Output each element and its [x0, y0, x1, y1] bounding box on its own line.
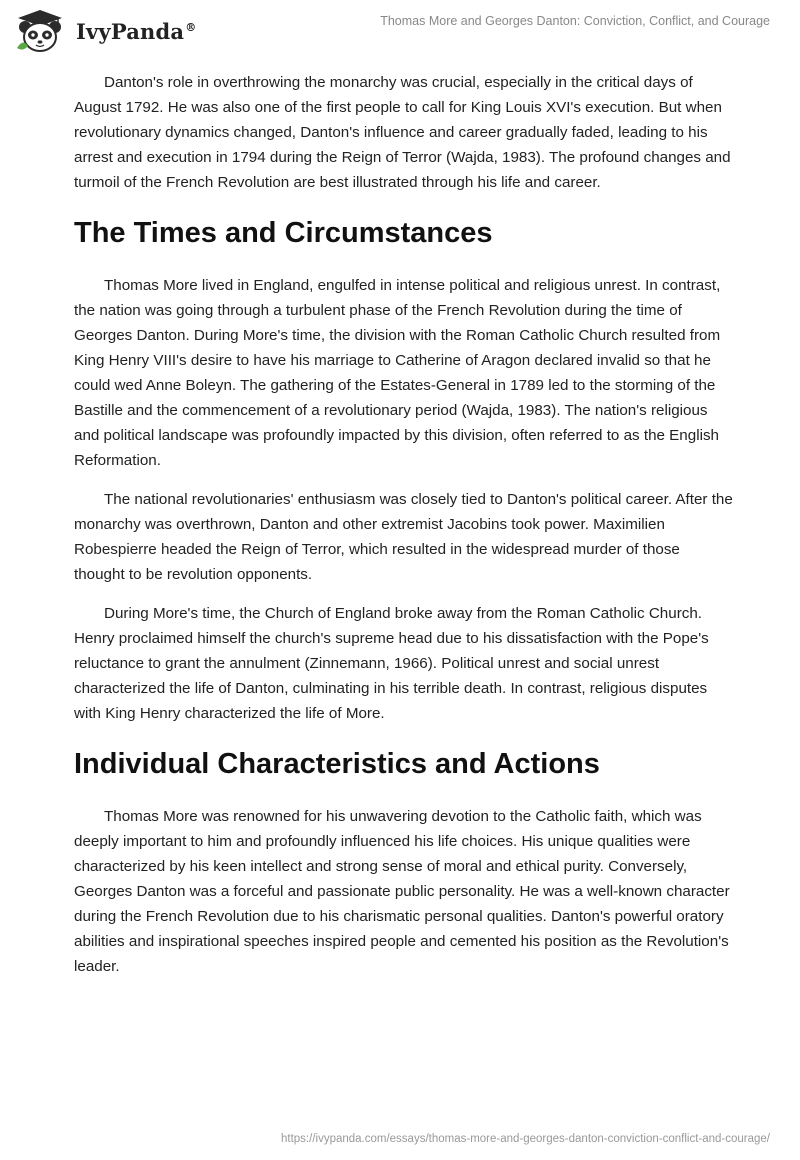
- registered-mark: ®: [185, 20, 197, 34]
- paragraph: Thomas More lived in England, engulfed in intense political and religious unrest. In contrast, the nation was going through a turbulent phase of the French Revolution during the time of Georges Danton. During More's time, the division with the Roman Catholic Church resulted from King Henry VIII's desire to have his marriage to Catherine of Aragon declared invalid so that he could wed Anne Boleyn. The gathering of the Estates-General in 1789 led to the storming of the Bastille and the commencement of a revolutionary period (Wajda, 1983). The nation's religious and political landscape was profoundly impacted by this division, often referred to as the English Reformation.: [74, 277, 721, 469]
- paragraph: Danton's role in overthrowing the monarchy was crucial, especially in the critical days of August 1792. He was also one of the first people to call for King Louis XVI's execution. But when revolutionary dynamics changed, Danton's influence and career gradually faded, leading to his arrest and execution in 1794 during the Reign of Terror (Wajda, 1983). The profound changes and turmoil of the French Revolution are best illustrated through his life and career.: [74, 74, 731, 191]
- paragraph: During More's time, the Church of England broke away from the Roman Catholic Church. Henry proclaimed himself the church's supreme head due to his dissatisfaction with the Pope's reluctance to grant the annulment (Zinnemann, 1966). Political unrest and social unrest characterized the life of Danton, culminating in his terrible death. In contrast, religious disputes with King Henry characterized the life of More.: [74, 605, 709, 722]
- source-url[interactable]: https://ivypanda.com/essays/thomas-more-and-georges-danton-conviction-conflict-and-courage/: [281, 1133, 770, 1145]
- section-heading: The Times and Circumstances: [74, 217, 493, 249]
- logo[interactable]: [14, 8, 196, 54]
- page-header: [0, 0, 800, 60]
- panda-graduate-icon: [14, 8, 66, 54]
- section-heading: Individual Characteristics and Actions: [74, 748, 600, 780]
- document-title: Thomas More and Georges Danton: Conviction, Conflict, and Courage: [380, 14, 770, 28]
- essay-body: [74, 70, 734, 993]
- paragraph: Thomas More was renowned for his unwavering devotion to the Catholic faith, which was deeply important to him and profoundly influenced his life choices. His unique qualities were characterized by his keen intellect and strong sense of moral and ethical purity. Conversely, Georges Danton was a forceful and passionate public personality. He was a well-known character during the French Revolution due to his charismatic personal qualities. Danton's powerful oratory abilities and inspirational speeches inspired people and cemented his position as the Revolution's leader.: [74, 808, 730, 975]
- paragraph: The national revolutionaries' enthusiasm was closely tied to Danton's political career. After the monarchy was overthrown, Danton and other extremist Jacobins took power. Maximilien Robespierre headed the Reign of Terror, which resulted in the widespread murder of those thought to be revolution opponents.: [74, 491, 733, 583]
- brand-name: IvyPanda®: [76, 18, 197, 44]
